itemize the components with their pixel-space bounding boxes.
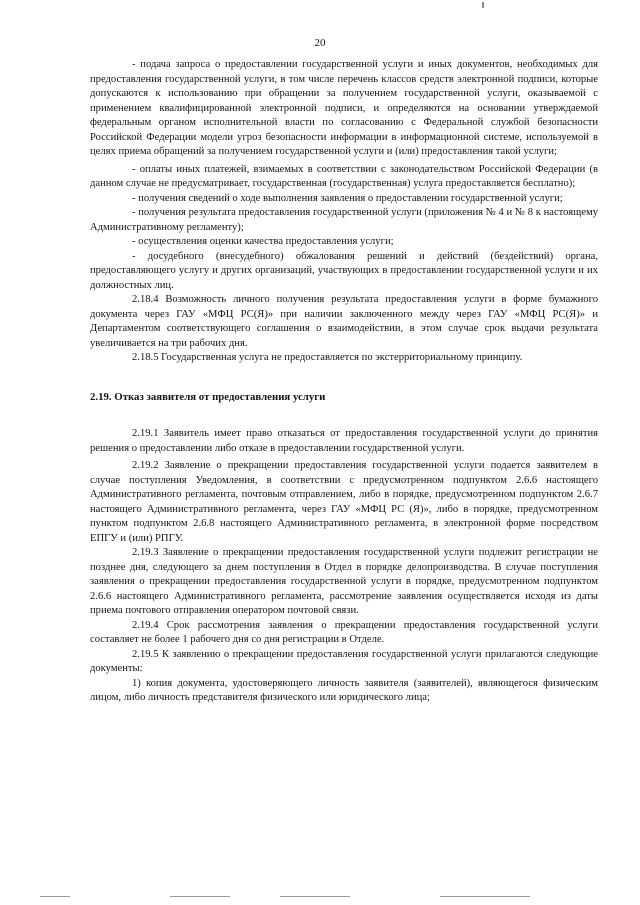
document-body <box>90 58 598 706</box>
paragraph-pre-5: - осуществления оценки качества предоставления услуги; <box>132 236 394 247</box>
scan-mark-bottom-1 <box>40 896 70 897</box>
section-title: 2.19. Отказ заявителя от предоставления услуги <box>90 390 326 403</box>
paragraph-2-19-2: 2.19.2 Заявление о прекращении предоставления государственной услуги подается заявителем в случае поступления Уведомления, в соответствии с предусмотренном подпунктом 2.6.6 настоящего Административного регламента, почтовым отправлением, либо в порядке, предусмотренном подпунктом 2.6.7 настоящего Административного регламента, через ГАУ «МФЦ РС (Я)», либо в порядке, предусмотренном пунктом подпунктом 2.6.8 настоящего Административного регламента, в электронной форме посредством ЕПГУ и (или) РПГУ. <box>90 460 598 544</box>
scan-mark-bottom-3 <box>280 896 350 897</box>
paragraph-pre-3: - получения сведений о ходе выполнения заявления о предоставлении государственной услуги; <box>132 192 563 204</box>
paragraph-pre-6: - досудебного (внесудебного) обжалования решений и действий (бездействий) органа, предоставляющего услугу и других организаций, участвующих в предоставлении государственной услуги и их должностных лиц. <box>90 250 598 291</box>
documents-list <box>90 677 598 706</box>
paragraph-2-19-1: 2.19.1 Заявитель имеет право отказаться от предоставления государственной услуги до принятия решения о предоставлении либо отказе в предоставлении государственной услуги. <box>90 428 598 454</box>
list-item: 1) копия документа, удостоверяющего личность заявителя (заявителей), являющегося физическим лицом, либо личность представителя физического или юридического лица; <box>90 677 598 703</box>
paragraph-pre-1: - подача запроса о предоставлении государственной услуги и иных документов, необходимых для предоставления государственной услуги, в том числе перечень классов средств электронной подписи, которые допускаются к использованию при обращении за получением государственной услуги, оказываемой с применением квалифицированной электронной подписи, и определяются на основании утверждаемой федеральным органом исполнительной власти по согласованию с Федеральной службой безопасности Российской Федерации модели угроз безопасности информации в информационной системе, используемой в целях приема обращений за получением государственной услуги и (или) предоставления такой услуги; <box>90 59 598 157</box>
paragraph-pre-2: - оплаты иных платежей, взимаемых в соответствии с законодательством Российской Федерации (в данном случае не предусматривает, государственная (государственная) услуга предоставляется бесплатно); <box>90 163 598 189</box>
paragraph-2-19-3: 2.19.3 Заявление о прекращении предоставления государственной услуги подлежит регистрации не позднее дня, следующего за днем поступления в Отдел в порядке делопроизводства. В случае поступления заявления о прекращении предоставления государственной услуги в порядке, предусмотренном подпунктом 2.6.6 настоящего Административного регламента, рассмотрение заявления осуществляется исходя из даты приема почтового отправления оператором почтовой связи. <box>90 547 598 616</box>
page-number: 20 <box>314 37 326 49</box>
scan-mark-top <box>482 2 484 8</box>
paragraph-2-19-5: 2.19.5 К заявлению о прекращении предоставления государственной услуги прилагаются следующие документы: <box>90 648 598 674</box>
paragraph-pre-4: - получения результата предоставления государственной услуги (приложения № 4 и № 8 к настоящему Административному регламенту); <box>90 207 598 233</box>
paragraph-2-18-4: 2.18.4 Возможность личного получения результата предоставления услуги в форме бумажного документа через ГАУ «МФЦ РС(Я)» при наличии заключенного между через ГАУ «МФЦ РС(Я)» и Департаментом соответствующего соглашения о взаимодействии, в этом случае срок выдачи результата увеличивается на три рабочих дня. <box>90 294 598 349</box>
scan-mark-bottom-2 <box>170 896 230 897</box>
paragraph-2-18-5: 2.18.5 Государственная услуга не предоставляется по экстерриториальному принципу. <box>132 352 523 363</box>
paragraph-2-19-4: 2.19.4 Срок рассмотрения заявления о прекращении предоставления государственной услуги составляет не более 1 рабочего дня со дня регистрации в Отделе. <box>90 619 598 645</box>
scan-mark-bottom-4 <box>440 896 530 897</box>
